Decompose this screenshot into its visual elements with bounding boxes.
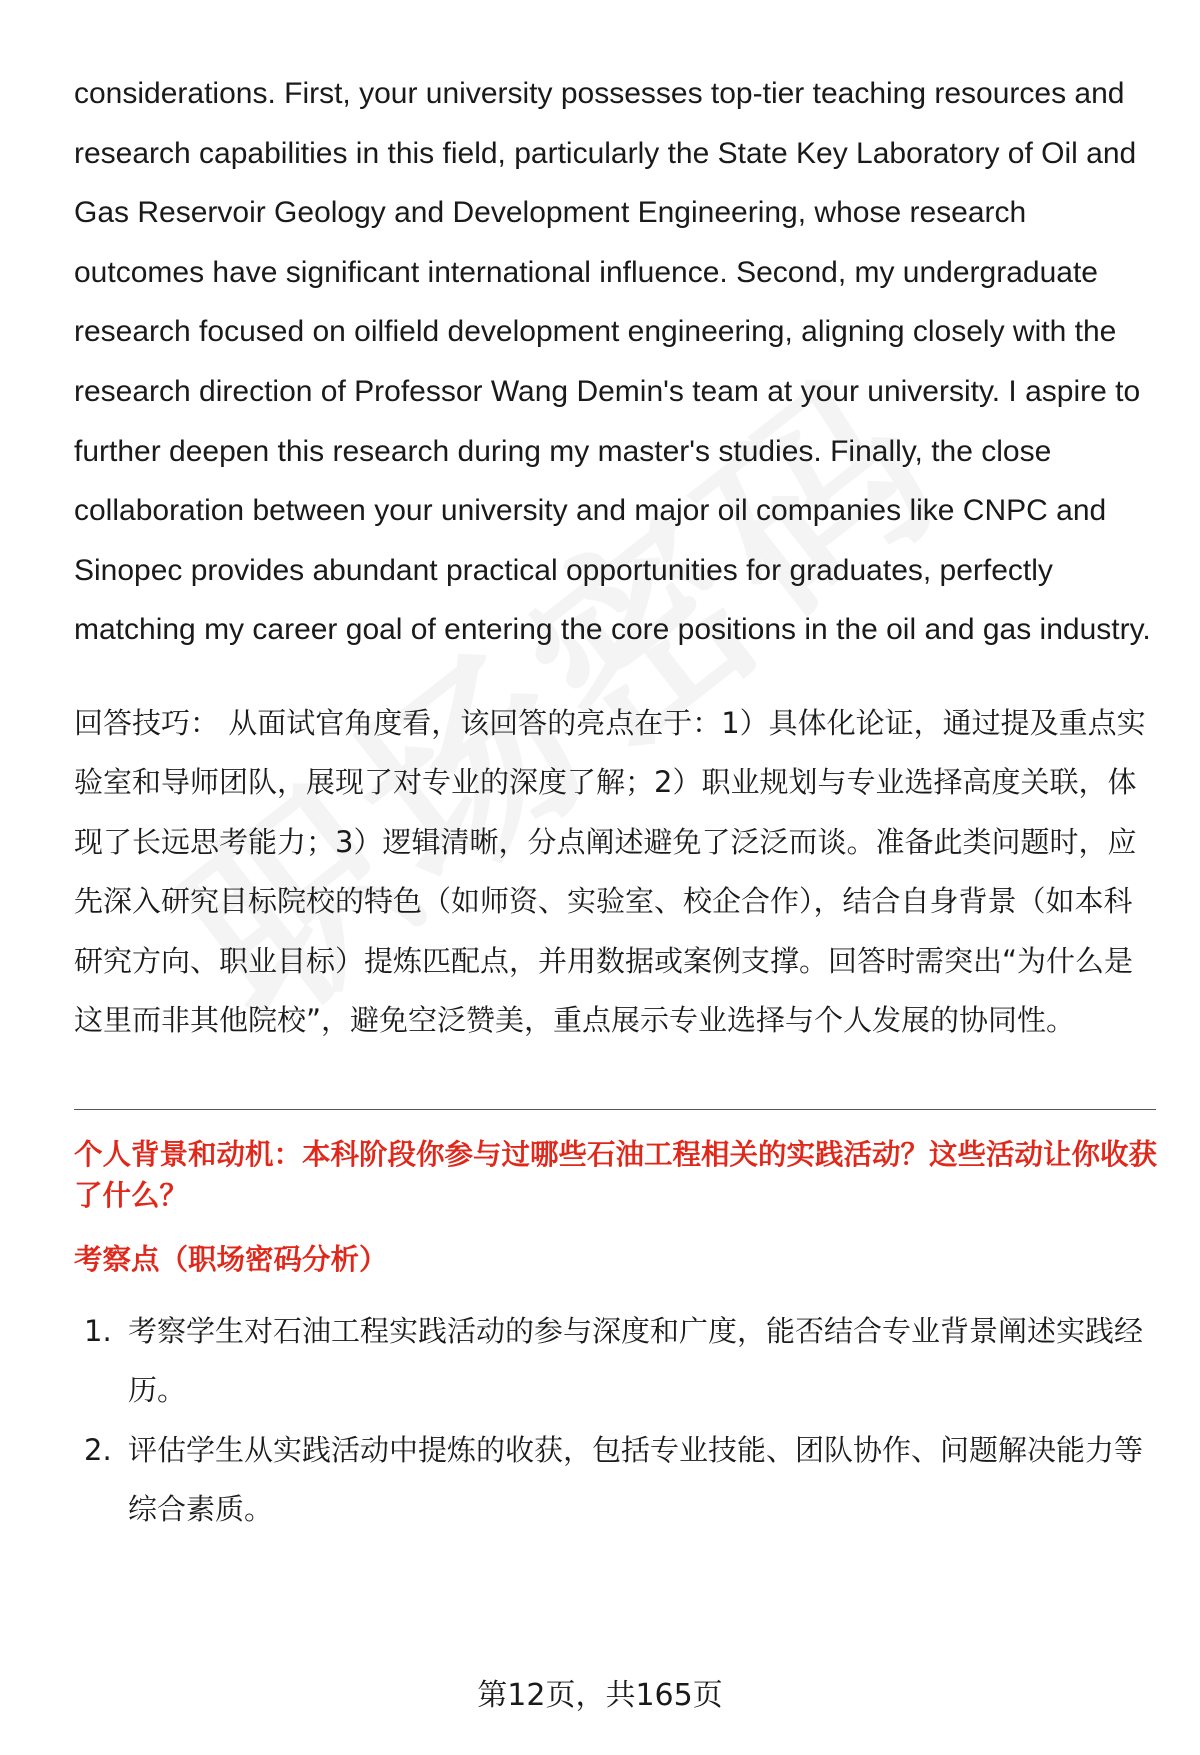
assessment-points-list <box>74 1302 1160 1540</box>
section-divider <box>74 1109 1156 1110</box>
list-item-number: 1. <box>84 1313 112 1348</box>
list-item-number: 2. <box>84 1432 112 1467</box>
page-content <box>74 0 1160 1540</box>
answer-tips-paragraph: 回答技巧： 从面试官角度看，该回答的亮点在于：1）具体化论证，通过提及重点实验室和导师团队，展现了对专业的深度了解；2）职业规划与专业选择高度关联，体现了长远思考能力；3）逻辑清晰，分点阐述避免了泛泛而谈。准备此类问题时，应先深入研究目标院校的特色（如师资、实验室、校企合作），结合自身背景（如本科研究方向、职业目标）提炼匹配点，并用数据或案例支撑。回答时需突出“为什么是这里而非其他院校”，避免空泛赞美，重点展示专业选择与个人发展的协同性。 <box>74 705 1146 1038</box>
assessment-points-heading: 考察点（职场密码分析） <box>74 1242 388 1276</box>
list-item-text: 考察学生对石油工程实践活动的参与深度和广度，能否结合专业背景阐述实践经历。 <box>128 1313 1144 1408</box>
question-heading: 个人背景和动机：本科阶段你参与过哪些石油工程相关的实践活动？这些活动让你收获了什么？ <box>74 1137 1158 1212</box>
list-item <box>74 1302 1160 1421</box>
page-number-footer: 第12页，共165页 <box>477 1678 723 1713</box>
list-item <box>74 1421 1160 1540</box>
answer-paragraph-english: considerations. First, your university possesses top-tier teaching resources and research capabilities in this field, particularly the State Key Laboratory of Oil and Gas Reservoir Geology and Development Engineering, whose research outcomes have significant international influence. Second, my undergraduate research focused on oilfield development engineering, aligning closely with the research direction of Professor Wang Demin's team at your university. I aspire to further deepen this research during my master's studies. Finally, the close collaboration between your university and major oil companies like CNPC and Sinopec provides abundant practical opportunities for graduates, perfectly matching my career goal of entering the core positions in the oil and gas industry. <box>74 77 1151 647</box>
list-item-text: 评估学生从实践活动中提炼的收获，包括专业技能、团队协作、问题解决能力等综合素质。 <box>128 1432 1144 1527</box>
